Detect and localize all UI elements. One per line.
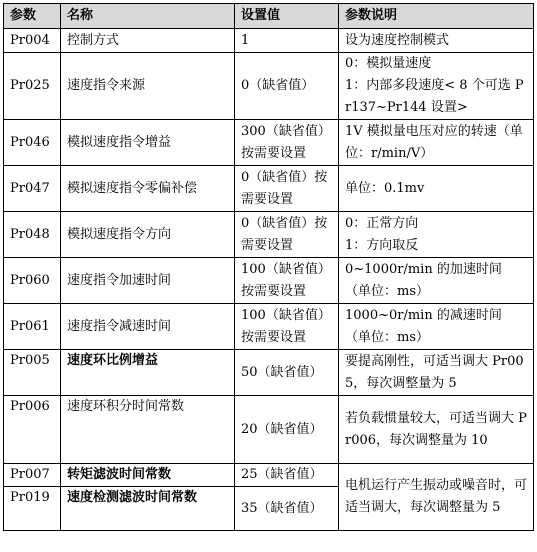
param-code: Pr004 xyxy=(4,29,61,53)
table-row xyxy=(4,29,534,53)
param-value: 0（缺省值）按需要设置 xyxy=(235,166,339,212)
param-name: 速度环比例增益 xyxy=(61,350,235,396)
param-code: Pr025 xyxy=(4,53,61,120)
param-value: 1 xyxy=(235,29,339,53)
table-header-row xyxy=(4,4,534,29)
param-value: 25（缺省值） xyxy=(235,464,339,487)
table-row xyxy=(4,120,534,166)
table-row xyxy=(4,350,534,396)
param-name: 模拟速度指令零偏补偿 xyxy=(61,166,235,212)
table-row xyxy=(4,212,534,258)
table-row xyxy=(4,464,534,487)
param-desc: 单位：0.1mv xyxy=(339,166,534,212)
param-value: 0（缺省值） xyxy=(235,53,339,120)
param-name: 控制方式 xyxy=(61,29,235,53)
param-value: 300（缺省值）按需要设置 xyxy=(235,120,339,166)
param-desc: 1000~0r/min 的减速时间 （单位：ms） xyxy=(339,304,534,350)
param-desc: 若负载惯量较大，可适当调大 Pr006，每次调整量为 10 xyxy=(339,396,534,464)
param-code: Pr046 xyxy=(4,120,61,166)
param-code: Pr060 xyxy=(4,258,61,304)
param-name: 速度指令来源 xyxy=(61,53,235,120)
param-name: 速度指令减速时间 xyxy=(61,304,235,350)
table-row xyxy=(4,53,534,120)
param-code: Pr006 xyxy=(4,396,61,464)
param-code: Pr007 xyxy=(4,464,61,487)
param-name: 模拟速度指令增益 xyxy=(61,120,235,166)
param-value: 20（缺省值） xyxy=(235,396,339,464)
header-desc: 参数说明 xyxy=(339,4,534,29)
param-value: 100（缺省值）按需要设置 xyxy=(235,304,339,350)
table-row xyxy=(4,396,534,464)
param-value: 0（缺省值）按需要设置 xyxy=(235,212,339,258)
param-code: Pr047 xyxy=(4,166,61,212)
param-desc: 0：正常方向 1：方向取反 xyxy=(339,212,534,258)
param-desc: 0~1000r/min 的加速时间 （单位：ms） xyxy=(339,258,534,304)
param-desc: 要提高刚性，可适当调大 Pr005，每次调整量为 5 xyxy=(339,350,534,396)
table-row xyxy=(4,166,534,212)
param-desc: 0：模拟量速度 1：内部多段速度< 8 个可选 Pr137~Pr144 设置> xyxy=(339,53,534,120)
param-name: 转矩滤波时间常数 xyxy=(61,464,235,487)
param-code: Pr019 xyxy=(4,487,61,531)
param-name: 模拟速度指令方向 xyxy=(61,212,235,258)
param-value: 50（缺省值） xyxy=(235,350,339,396)
param-desc: 设为速度控制模式 xyxy=(339,29,534,53)
table-row xyxy=(4,304,534,350)
param-desc-merged: 电机运行产生振动或噪音时，可适当调大，每次调整量为 5 xyxy=(339,464,534,531)
param-code: Pr048 xyxy=(4,212,61,258)
param-name: 速度指令加速时间 xyxy=(61,258,235,304)
param-value: 35（缺省值） xyxy=(235,487,339,531)
param-name: 速度检测滤波时间常数 xyxy=(61,487,235,531)
param-name: 速度环积分时间常数 xyxy=(61,396,235,464)
param-code: Pr005 xyxy=(4,350,61,396)
param-value: 100（缺省值）按需要设置 xyxy=(235,258,339,304)
header-name: 名称 xyxy=(61,4,235,29)
param-desc: 1V 模拟量电压对应的转速（单位：r/min/V） xyxy=(339,120,534,166)
parameter-table xyxy=(3,3,534,531)
header-value: 设置值 xyxy=(235,4,339,29)
param-code: Pr061 xyxy=(4,304,61,350)
table-row xyxy=(4,258,534,304)
header-param: 参数 xyxy=(4,4,61,29)
